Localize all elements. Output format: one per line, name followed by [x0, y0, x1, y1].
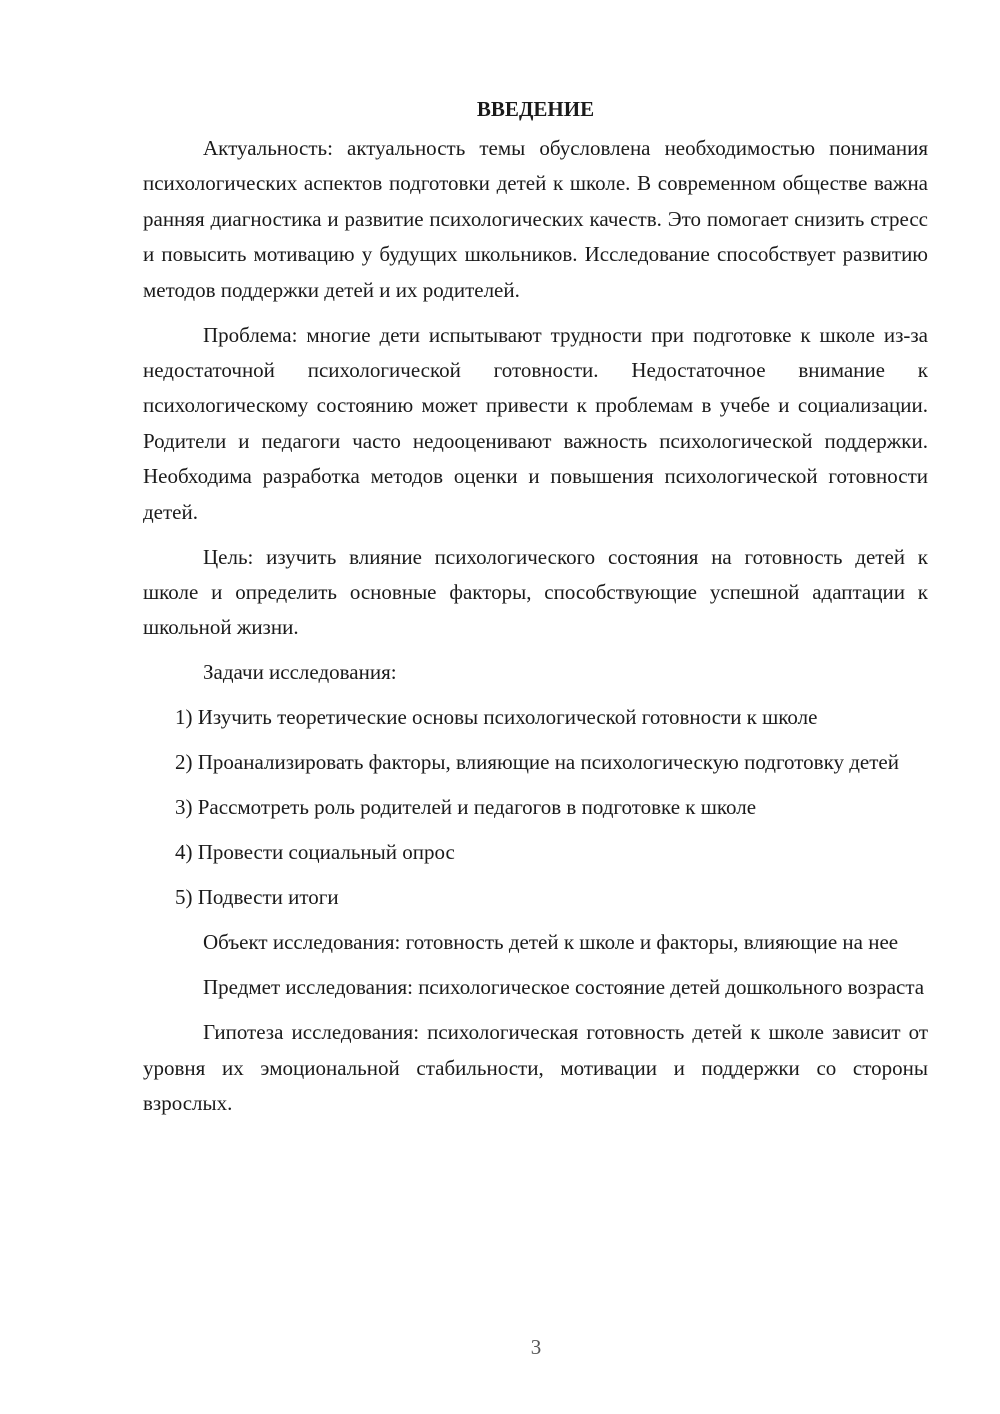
task-item-2: 2) Проанализировать факторы, влияющие на психологическую подготовку детей: [175, 750, 899, 775]
document-page: [143, 92, 928, 1131]
relevance-paragraph: Актуальность: актуальность темы обусловлена необходимостью понимания психологических аспектов подготовки детей к школе. В современном обществе важна ранняя диагностика и развитие психологических качеств. Это помогает снизить стресс и повысить мотивацию у будущих школьников. Исследование способствует развитию методов поддержки детей и их родителей.: [143, 136, 928, 302]
subject-paragraph: Предмет исследования: психологическое состояние детей дошкольного возраста: [203, 975, 925, 1000]
goal-paragraph: Цель: изучить влияние психологического состояния на готовность детей к школе и определить основные факторы, способствующие успешной адаптации к школьной жизни.: [143, 544, 928, 640]
task-item-5: 5) Подвести итоги: [175, 885, 339, 910]
section-title: ВВЕДЕНИЕ: [476, 97, 595, 121]
problem-paragraph: Проблема: многие дети испытывают трудности при подготовке к школе из-за недостаточной психологической готовности. Недостаточное внимание к психологическому состоянию может привести к проблемам в учебе и социализации. Родители и педагоги часто недооценивают важность психологической поддержки. Необходима разработка методов оценки и повышения психологической готовности детей.: [143, 322, 928, 524]
hypothesis-paragraph: Гипотеза исследования: психологическая готовность детей к школе зависит от уровня их эмоциональной стабильности, мотивации и поддержки со стороны взрослых.: [143, 1020, 928, 1116]
task-item-3: 3) Рассмотреть роль родителей и педагогов в подготовке к школе: [175, 795, 757, 820]
task-item-1: 1) Изучить теоретические основы психологической готовности к школе: [175, 705, 818, 730]
object-paragraph: Объект исследования: готовность детей к школе и факторы, влияющие на нее: [203, 930, 899, 955]
task-item-4: 4) Провести социальный опрос: [175, 840, 455, 865]
page-number: 3: [530, 1335, 542, 1359]
tasks-heading: Задачи исследования:: [203, 660, 397, 685]
